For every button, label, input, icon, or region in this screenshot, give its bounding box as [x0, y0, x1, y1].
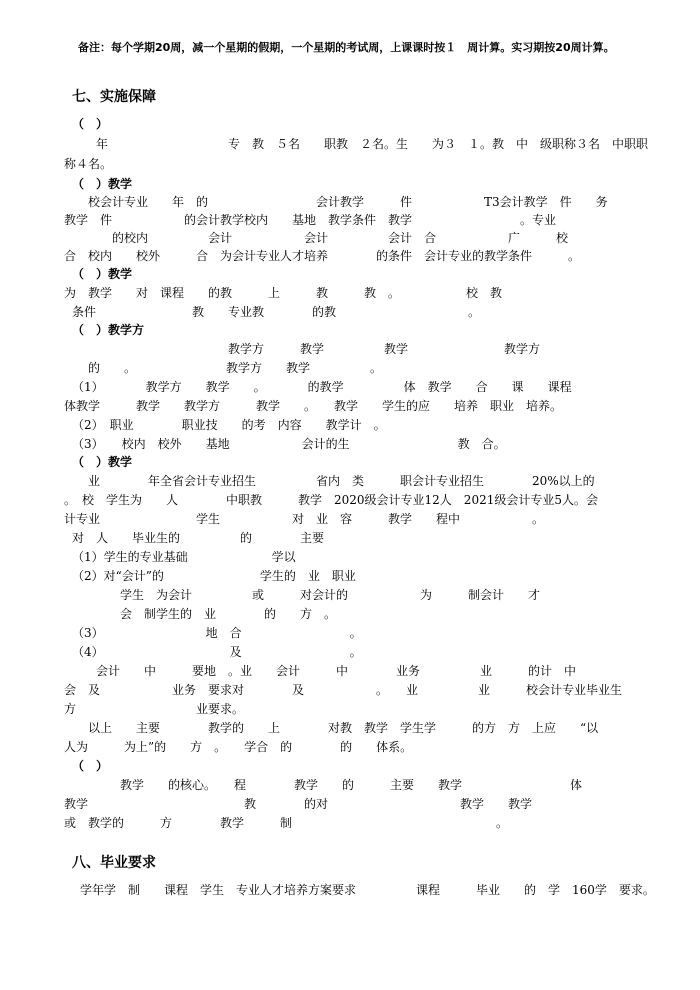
paragraph-line: 教学方 教学 教学 教学方 — [72, 342, 541, 356]
paragraph-line: （3） 地 合 。 — [72, 626, 362, 640]
paragraph-line: 的校内 会计 会计 会计 合 广 校 — [112, 231, 569, 245]
section-8-title: 八、毕业要求 — [72, 855, 156, 871]
paragraph-line: 教学 教 的对 教学 教学 — [64, 797, 533, 811]
paragraph-line: 称４名。 — [64, 157, 113, 171]
footnote-remark: 备注：每个学期20周，减一个星期的假期，一个星期的考试周，上课课时按１ 周计算。实习期按20周计算。 — [78, 41, 615, 54]
paragraph-line: 合 校内 校外 合 为会计专业人才培养 的条件 会计专业的教学条件 。 — [64, 249, 581, 263]
subsection-heading: （ ）教学 — [72, 267, 133, 281]
paragraph-line: 以上 主要 教学的 上 对教 教学 学生学 的方 方 上应 “以 — [64, 721, 599, 735]
paragraph-line: 条件 教 专业教 的教 。 — [72, 305, 481, 319]
paragraph-line: 为 教学 对 课程 的教 上 教 教 。 校 教 — [64, 286, 503, 300]
paragraph-line: 。 校 学生为 人 中职教 教学 2020级会计专业12人 2021级会计专业5人。会 — [64, 493, 598, 507]
section-7-title: 七、实施保障 — [72, 89, 156, 105]
paragraph-line: 计专业 学生 对 业 容 教学 程中 。 — [64, 512, 545, 526]
paragraph-line: 体教学 教学 教学方 教学 。 教学 学生的应 培养 职业 培养。 — [64, 399, 563, 413]
paragraph-line: 对 人 毕业生的 的 主要 — [72, 531, 325, 545]
paragraph-line: 教学 的核心。 程 教学 的 主要 教学 体 — [96, 778, 583, 792]
paragraph-line: 会 制学生的 业 的 方 。 — [96, 607, 337, 621]
paragraph-line: 学年学 制 课程 学生 专业人才培养方案要求 课程 毕业 的 学 160学 要求。 — [80, 883, 655, 897]
subsection-heading: （ ）教学 — [72, 177, 133, 191]
subsection-heading: （ ）教学 — [72, 455, 133, 469]
paragraph-line: （1）学生的专业基础 学以 — [72, 550, 296, 564]
paragraph-line: 校会计专业 年 的 会计教学 件 T3会计教学 件 务 — [88, 195, 608, 209]
paragraph-line: 或 教学的 方 教学 制 。 — [64, 816, 509, 830]
subsection-heading: （ ）教学方 — [72, 323, 145, 337]
paragraph-line: （2） 职业 职业技 的考 内容 教学计 。 — [72, 418, 386, 432]
paragraph-line: 方 业要求。 — [64, 702, 245, 716]
paragraph-line: 会计 中 要地 。业 会计 中 业务 业 的计 中 — [72, 664, 577, 678]
paragraph-line: 的 。 教学方 教学 。 — [88, 361, 383, 375]
paragraph-line: 教学 件 的会计教学校内 基地 教学条件 教学 。专业 — [64, 213, 557, 227]
paragraph-line: （4） 及 。 — [72, 645, 362, 659]
paragraph-line: 学生 为会计 或 对会计的 为 制会计 才 — [96, 588, 541, 602]
subsection-heading: （ ） — [72, 117, 109, 131]
paragraph-line: 业 年全省会计专业招生 省内 类 职会计专业招生 20%以上的 — [88, 474, 595, 488]
paragraph-line: 年 专 教 ５名 职教 ２名。生 为３ １。教 中 级职称３名 中职职 — [96, 137, 649, 151]
paragraph-line: （1） 教学方 教学 。 的教学 体 教学 合 课 课程 — [72, 380, 572, 394]
paragraph-line: 人为 为上”的 方 。 学合 的 的 体系。 — [64, 740, 413, 754]
subsection-heading: （ ） — [72, 759, 109, 773]
paragraph-line: （3） 校内 校外 基地 会计的生 教 合。 — [72, 437, 506, 451]
paragraph-line: 会 及 业务 要求对 及 。 业 业 校会计专业毕业生 — [64, 683, 623, 697]
paragraph-line: （2）对“会计”的 学生的 业 职业 — [72, 569, 356, 583]
